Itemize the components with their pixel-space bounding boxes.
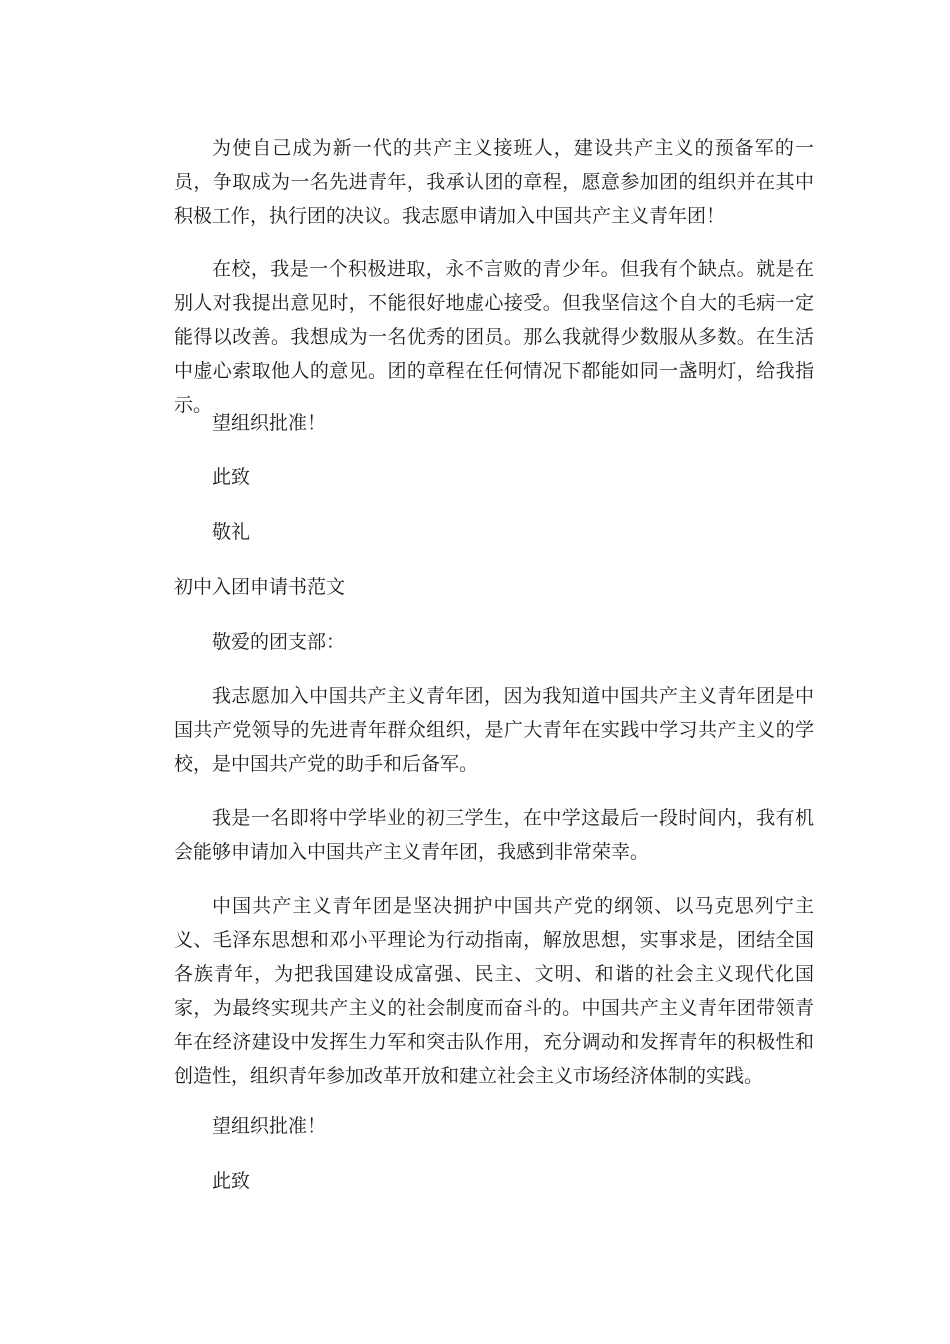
paragraph-student: 我是一名即将中学毕业的初三学生，在中学这最后一段时间内，我有机会能够申请加入中国共产主义青年团，我感到非常荣幸。: [174, 807, 814, 863]
greeting: 敬爱的团支部：: [212, 631, 346, 653]
paragraph-self-assessment: 在校，我是一个积极进取，永不言败的青少年。但我有个缺点。就是在别人对我提出意见时，不能很好地虚心接受。但我坚信这个自大的毛病一定能得以改善。我想成为一名优秀的团员。那么我就得少数服从多数。在生活中虚心索取他人的意见。团的章程在任何情况下都能如同一盏明灯，给我指示。: [174, 258, 814, 416]
paragraph-league-description: 中国共产主义青年团是坚决拥护中国共产党的纲领、以马克思列宁主义、毛泽东思想和邓小平理论为行动指南，解放思想，实事求是，团结全国各族青年，为把我国建设成富强、民主、文明、和谐的社会主义现代化国家，为最终实现共产主义的社会制度而奋斗的。中国共产主义青年团带领青年在经济建设中发挥生力军和突击队作用，充分调动和发挥青年的积极性和创造性，组织青年参加改革开放和建立社会主义市场经济体制的实践。: [174, 895, 814, 1087]
salutation-cizhi: 此致: [212, 466, 251, 488]
paragraph-reason: 我志愿加入中国共产主义青年团，因为我知道中国共产主义青年团是中国共产党领导的先进青年群众组织，是广大青年在实践中学习共产主义的学校，是中国共产党的助手和后备军。: [174, 685, 814, 775]
closing-request: 望组织批准！: [212, 412, 327, 434]
salutation-jingli: 敬礼: [212, 521, 251, 543]
salutation-cizhi-2: 此致: [212, 1170, 251, 1192]
section-title: 初中入团申请书范文: [174, 576, 346, 598]
paragraph-intro: 为使自己成为新一代的共产主义接班人，建设共产主义的预备军的一员，争取成为一名先进青年，我承认团的章程，愿意参加团的组织并在其中积极工作，执行团的决议。我志愿申请加入中国共产主义青年团！: [174, 137, 814, 227]
closing-request-2: 望组织批准！: [212, 1115, 327, 1137]
